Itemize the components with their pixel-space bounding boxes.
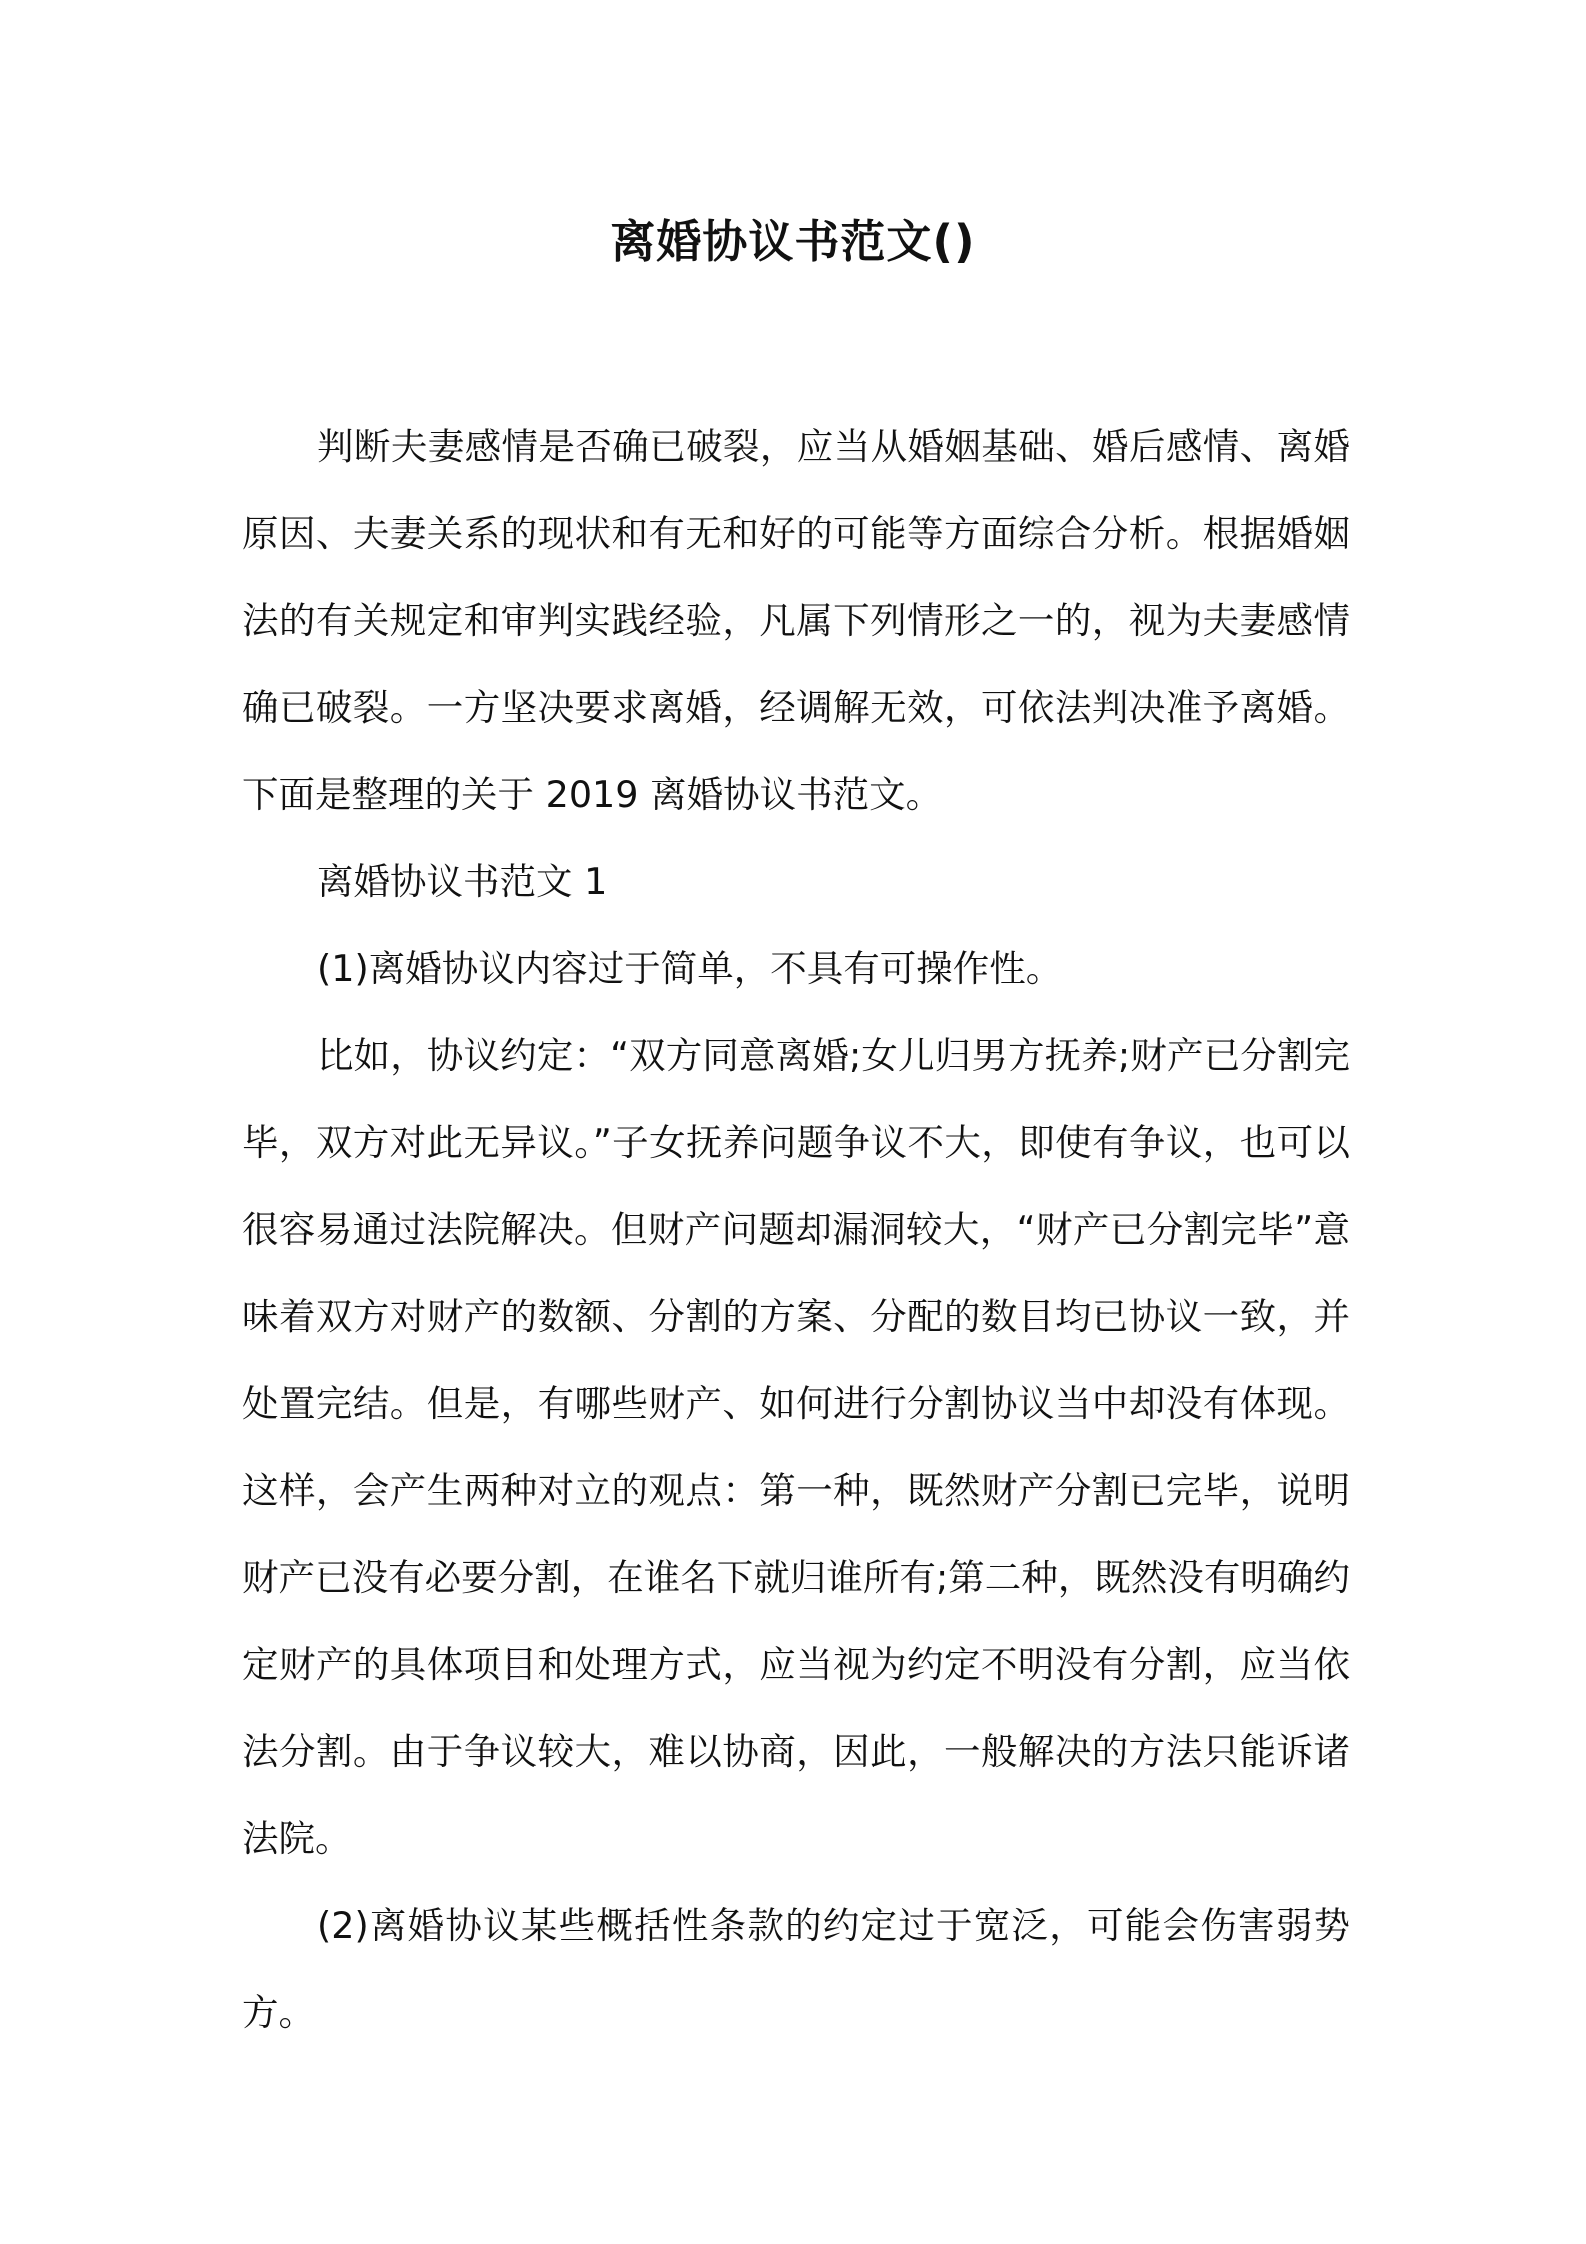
- example-paragraph: 比如，协议约定：“双方同意离婚;女儿归男方抚养;财产已分割完毕，双方对此无异议。”子女抚养问题争议不大，即使有争议，也可以很容易通过法院解决。但财产问题却漏洞较大，“财产已分割完毕”意味着双方对财产的数额、分割的方案、分配的数目均已协议一致，并处置完结。但是，有哪些财产、如何进行分割协议当中却没有体现。这样，会产生两种对立的观点：第一种，既然财产分割已完毕，说明财产已没有必要分割，在谁名下就归谁所有;第二种，既然没有明确约定财产的具体项目和处理方式，应当视为约定不明没有分割，应当依法分割。由于争议较大，难以协商，因此，一般解决的方法只能诉诸法院。: [242, 1034, 1350, 1860]
- document-body: [242, 403, 1350, 2056]
- point-1-paragraph: (1)离婚协议内容过于简单，不具有可操作性。: [317, 947, 1063, 990]
- point-2-paragraph: (2)离婚协议某些概括性条款的约定过于宽泛，可能会伤害弱势方。: [242, 1904, 1350, 2034]
- intro-paragraph: 判断夫妻感情是否确已破裂，应当从婚姻基础、婚后感情、离婚原因、夫妻关系的现状和有无和好的可能等方面综合分析。根据婚姻法的有关规定和审判实践经验，凡属下列情形之一的，视为夫妻感情确已破裂。一方坚决要求离婚，经调解无效，可依法判决准予离婚。下面是整理的关于 2019 离婚协议书范文。: [242, 425, 1350, 816]
- document-title: 离婚协议书范文(): [610, 215, 976, 268]
- section-heading: 离婚协议书范文 1: [317, 860, 608, 903]
